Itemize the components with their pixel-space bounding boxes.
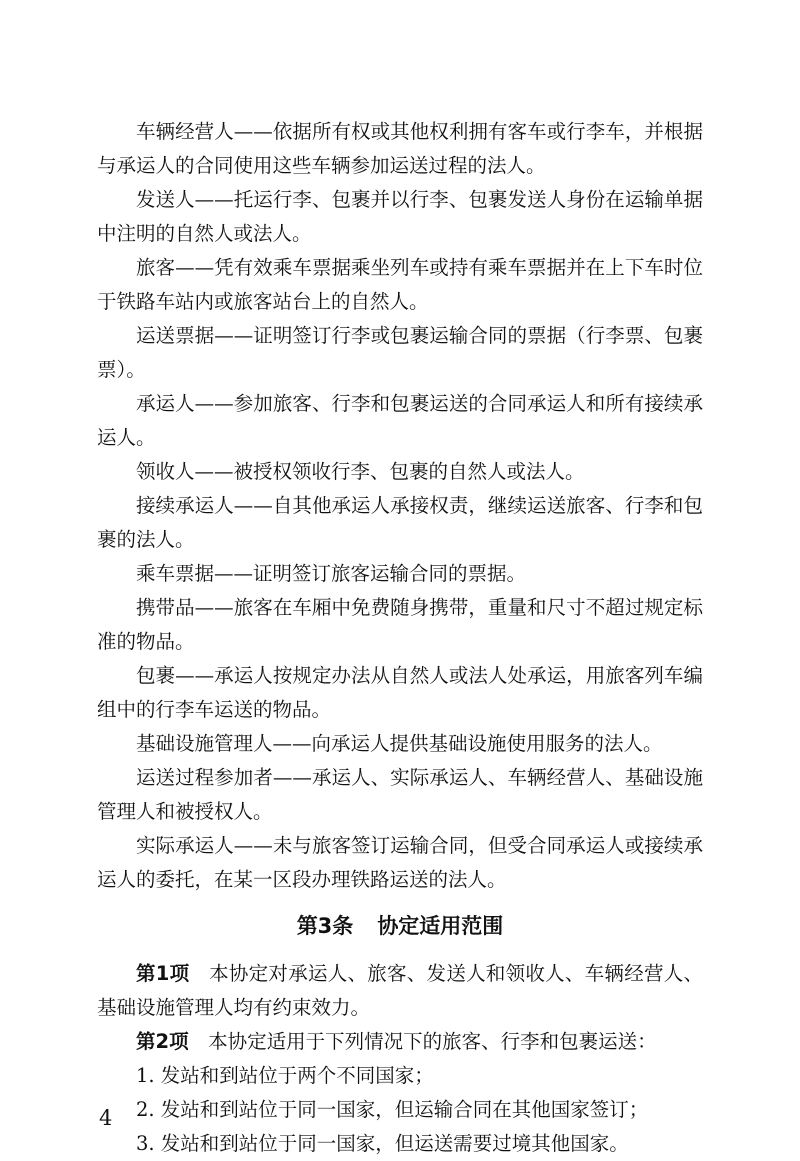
page-number: 4 bbox=[99, 1106, 113, 1130]
item-2-label: 第2项 bbox=[136, 1030, 189, 1053]
item-1-text: 本协定对承运人、旅客、发送人和领收人、车辆经营人、基础设施管理人均有约束效力。 bbox=[97, 962, 703, 1019]
definition-carrier: 承运人——参加旅客、行李和包裹运送的合同承运人和所有接续承运人。 bbox=[97, 392, 703, 449]
definition-successive-carrier: 接续承运人——自其他承运人承接权责，继续运送旅客、行李和包裹的法人。 bbox=[97, 494, 703, 551]
definition-ticket: 乘车票据——证明签订旅客运输合同的票据。 bbox=[136, 562, 527, 585]
article-number: 第3条 bbox=[296, 914, 354, 938]
definition-recipient: 领收人——被授权领收行李、包裹的自然人或法人。 bbox=[136, 460, 585, 483]
definition-infrastructure-manager: 基础设施管理人——向承运人提供基础设施使用服务的法人。 bbox=[136, 732, 663, 755]
definition-hand-luggage: 携带品——旅客在车厢中免费随身携带，重量和尺寸不超过规定标准的物品。 bbox=[97, 596, 703, 653]
definition-actual-carrier: 实际承运人——未与旅客签订运输合同，但受合同承运人或接续承运人的委托，在某一区段办理铁路运送的法人。 bbox=[97, 834, 703, 891]
definition-passenger: 旅客——凭有效乘车票据乘坐列车或持有乘车票据并在上下车时位于铁路车站内或旅客站台上的自然人。 bbox=[97, 256, 703, 313]
definition-shipping-document: 运送票据——证明签订行李或包裹运输合同的票据（行李票、包裹票）。 bbox=[97, 324, 703, 381]
article-title: 协定适用范围 bbox=[377, 914, 504, 938]
definition-sender: 发送人——托运行李、包裹并以行李、包裹发送人身份在运输单据中注明的自然人或法人。 bbox=[97, 188, 703, 245]
definition-vehicle-operator: 车辆经营人——依据所有权或其他权利拥有客车或行李车，并根据与承运人的合同使用这些车辆参加运送过程的法人。 bbox=[97, 120, 703, 177]
item-2-text: 本协定适用于下列情况下的旅客、行李和包裹运送： bbox=[208, 1030, 657, 1053]
article-heading bbox=[97, 909, 703, 943]
item-2 bbox=[97, 1025, 703, 1059]
item-1-label: 第1项 bbox=[136, 962, 190, 985]
definition-parcel: 包裹——承运人按规定办法从自然人或法人处承运，用旅客列车编组中的行李车运送的物品。 bbox=[97, 664, 703, 721]
definition-transport-participants: 运送过程参加者——承运人、实际承运人、车辆经营人、基础设施管理人和被授权人。 bbox=[97, 766, 703, 823]
case-1: 1. 发站和到站位于两个不同国家； bbox=[136, 1064, 434, 1087]
item-1 bbox=[97, 957, 703, 1025]
case-2: 2. 发站和到站位于同一国家，但运输合同在其他国家签订； bbox=[136, 1098, 649, 1121]
case-3: 3. 发站和到站位于同一国家，但运送需要过境其他国家。 bbox=[136, 1132, 629, 1155]
